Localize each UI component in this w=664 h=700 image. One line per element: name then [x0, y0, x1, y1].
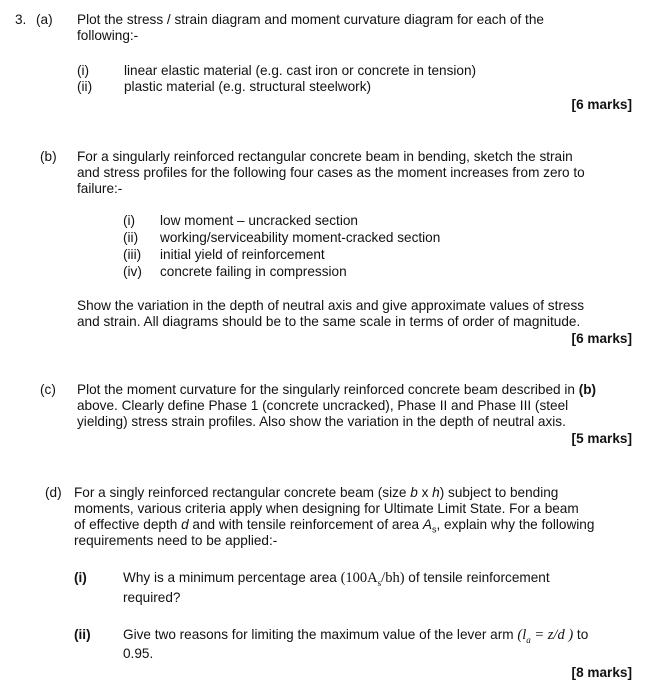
- part-d-i-line1: Why is a minimum percentage area $(100A_s/bh)$ of tensile reinforcement: [123, 570, 550, 588]
- part-a-label: (a): [36, 12, 53, 27]
- part-a-item-1-text: linear elastic material (e.g. cast iron or concrete in tension): [124, 63, 477, 78]
- part-a-marks: [6 marks]: [571, 97, 632, 112]
- part-b-item-4-num: (iv): [123, 264, 142, 279]
- part-c-label: (c): [40, 382, 56, 397]
- part-b-show-line2: and strain. All diagrams should be to the same scale in terms of order of magnitude.: [77, 314, 581, 329]
- part-c-line1: Plot the moment curvature for the singularly reinforced concrete beam described in (b): [77, 382, 597, 397]
- part-d-line1: For a singly reinforced rectangular concrete beam (size b x h) subject to bending: [74, 485, 559, 500]
- part-d-label: (d): [45, 485, 62, 500]
- part-d-marks: [8 marks]: [571, 665, 632, 680]
- part-d-line4: requirements need to be applied:-: [74, 533, 278, 548]
- part-c-line2: above. Clearly define Phase 1 (concrete uncracked), Phase II and Phase III (steel: [77, 398, 569, 413]
- part-b-item-4-text: concrete failing in compression: [160, 264, 347, 279]
- part-b-item-1-text: low moment – uncracked section: [160, 213, 358, 228]
- part-a-item-1-num: (i): [77, 63, 90, 78]
- part-b-line2: and stress profiles for the following four cases as the moment increases from zero to: [77, 165, 585, 180]
- part-b-line1: For a singularly reinforced rectangular concrete beam in bending, sketch the strain: [77, 149, 573, 164]
- part-b-item-2-num: (ii): [123, 230, 139, 245]
- part-a-item-2-num: (ii): [77, 79, 93, 94]
- part-d-line2: moments, various criteria apply when designing for Ultimate Limit State. For a beam: [74, 501, 579, 516]
- part-a-line1: Plot the stress / strain diagram and moment curvature diagram for each of the: [77, 12, 544, 27]
- part-b-item-3-text: initial yield of reinforcement: [160, 247, 325, 262]
- part-c-marks: [5 marks]: [571, 431, 632, 446]
- part-b-line3: failure:-: [77, 181, 123, 196]
- part-d-ii-num: (ii): [74, 627, 91, 642]
- part-b-marks: [6 marks]: [571, 331, 632, 346]
- part-d-line3: of effective depth d and with tensile reinforcement of area $A_s$, explain why the following: [74, 517, 595, 535]
- part-d-ii-line2: 0.95.: [123, 646, 154, 661]
- part-d-ii-line1: Give two reasons for limiting the maximum value of the lever arm ($l_a = z/d$ ) to: [123, 627, 589, 645]
- part-b-item-1-num: (i): [123, 213, 136, 228]
- part-b-label: (b): [40, 149, 57, 164]
- part-a-item-2-text: plastic material (e.g. structural steelwork): [124, 79, 372, 94]
- part-b-item-2-text: working/serviceability moment-cracked section: [160, 230, 441, 245]
- part-a-line2: following:-: [77, 28, 139, 43]
- part-b-show-line1: Show the variation in the depth of neutral axis and give approximate values of stress: [77, 298, 585, 313]
- part-b-item-3-num: (iii): [123, 247, 142, 262]
- part-d-i-num: (i): [74, 570, 87, 585]
- min-area-formula: $(100A_s/bh)$: [340, 570, 405, 588]
- part-d-i-line2: required?: [123, 590, 181, 605]
- lever-arm-formula: ($l_a = z/d$ ): [517, 627, 574, 645]
- part-c-line3: yielding) stress strain profiles. Also show the variation in the depth of neutral axis.: [77, 414, 566, 429]
- question-number: 3.: [15, 12, 27, 27]
